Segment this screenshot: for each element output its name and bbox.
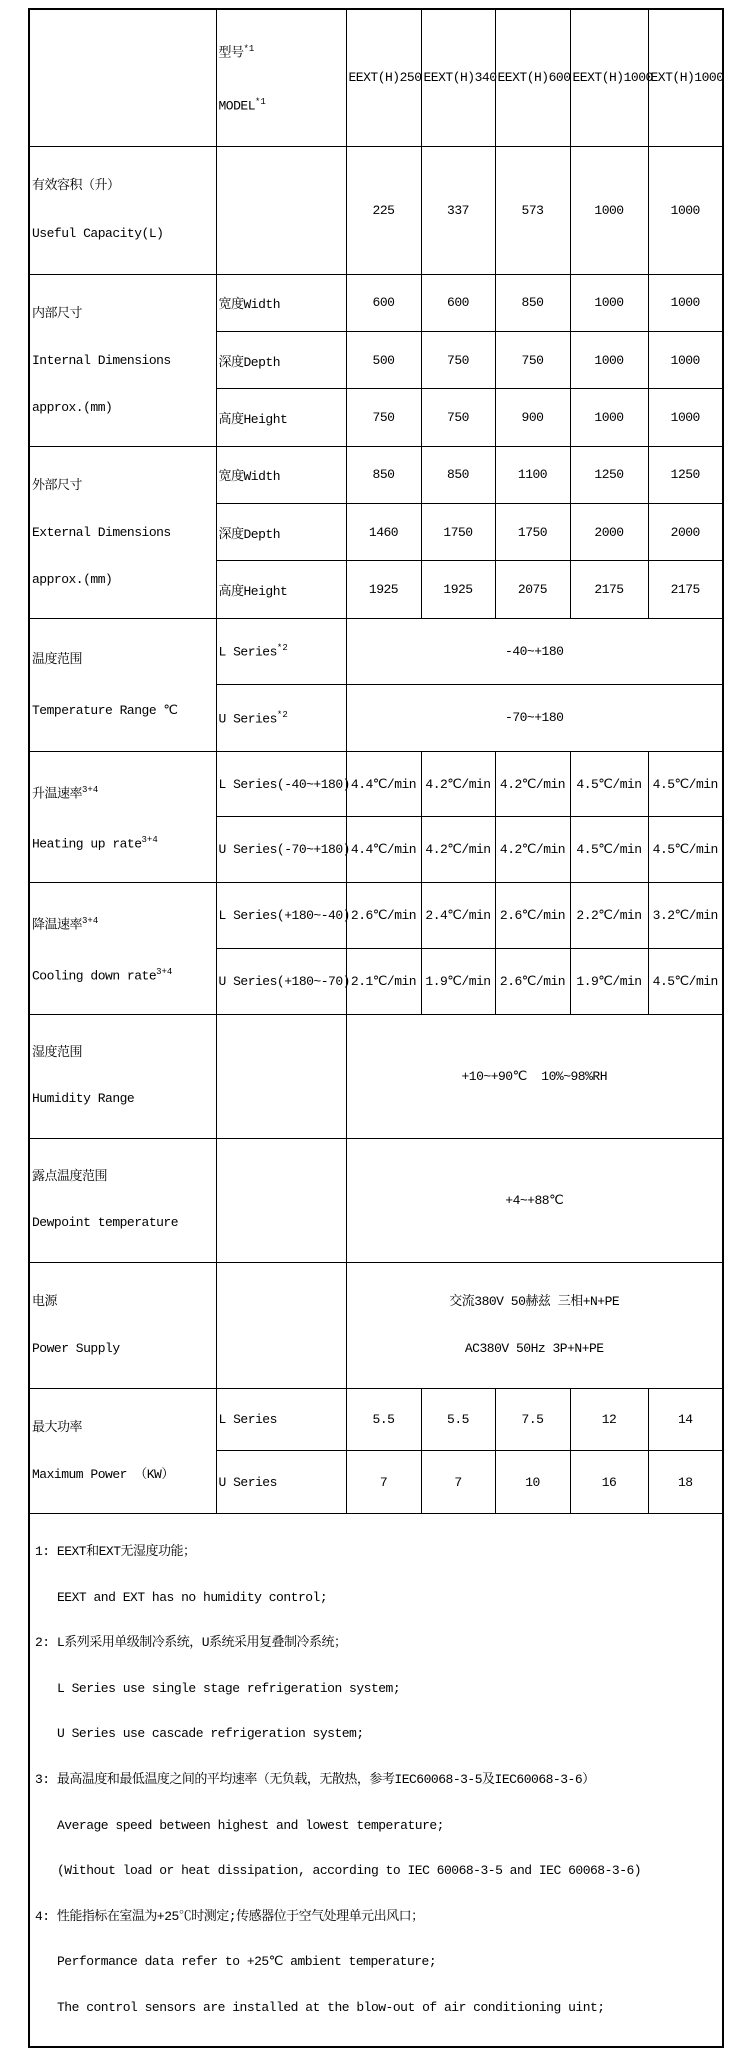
temp-range-value: -70~+180: [346, 685, 723, 752]
footnote-line: (Without load or heat dissipation, according to IEC 60068-3-5 and IEC 60068-3-6): [57, 1863, 642, 1879]
footnote-line: 1: EEXT和EXT无湿度功能；: [35, 1543, 196, 1559]
series-row-label: L Series$^{*2}$: [216, 618, 346, 685]
dim-value: 750: [421, 389, 495, 446]
dim-value: 2000: [570, 503, 648, 560]
dim-row-label: 深度Depth: [216, 503, 346, 560]
capacity-value: 225: [346, 146, 421, 274]
dim-value: 1925: [346, 561, 421, 618]
rate-value: 4.2℃/min: [421, 751, 495, 817]
power-value: 7: [421, 1451, 495, 1514]
power-supply-value: [346, 1262, 723, 1388]
dim-value: 750: [495, 331, 570, 388]
series-row-label: L Series(+180~-40): [216, 883, 346, 949]
humidity-label-en: Humidity Range: [32, 1091, 135, 1107]
dim-value: 2000: [648, 503, 723, 560]
table-row-dewpoint: [29, 1138, 723, 1262]
dim-row-label: 宽度Width: [216, 274, 346, 331]
temp-range-label-zh: 温度范围: [32, 651, 83, 667]
dim-value: 1000: [570, 331, 648, 388]
dim-value: 1000: [570, 389, 648, 446]
series-row-label: U Series$^{*2}$: [216, 685, 346, 752]
dim-value: 750: [346, 389, 421, 446]
temp-range-label-cell: [29, 618, 216, 751]
table-row-footnotes: [29, 1513, 723, 2046]
dim-value: 2075: [495, 561, 570, 618]
dim-value: 1925: [421, 561, 495, 618]
capacity-value: 337: [421, 146, 495, 274]
dim-value: 600: [421, 274, 495, 331]
rate-value: 2.4℃/min: [421, 883, 495, 949]
dewpoint-label-cell: [29, 1138, 216, 1262]
dim-value: 900: [495, 389, 570, 446]
dim-value: 750: [421, 331, 495, 388]
capacity-value: 1000: [648, 146, 723, 274]
dim-value: 2175: [648, 561, 723, 618]
footnote-ref: *1: [243, 44, 255, 54]
rate-value: 4.5℃/min: [648, 817, 723, 883]
footnote-line: 3: 最高温度和最低温度之间的平均速率（无负载，无散热，参考IEC60068-3-5及IEC60068-3-6）: [35, 1771, 595, 1787]
dim-value: 1100: [495, 446, 570, 503]
humidity-label-cell: [29, 1014, 216, 1138]
power-value: 12: [570, 1388, 648, 1451]
dim-value: 1460: [346, 503, 421, 560]
cooling-label-en: Cooling down rate$^{3+4}$: [32, 966, 173, 983]
heating-label-zh: 升温速率$^{3+4}$: [32, 784, 99, 801]
table-row-temp-l: [29, 618, 723, 685]
power-value: 5.5: [421, 1388, 495, 1451]
rate-value: 4.5℃/min: [570, 817, 648, 883]
model-col-header: EEXT(H)600: [495, 9, 570, 146]
rate-value: 1.9℃/min: [570, 949, 648, 1015]
footnote-ref: 3+4: [156, 966, 173, 977]
rate-value: 4.4℃/min: [346, 817, 421, 883]
dim-value: 1000: [648, 389, 723, 446]
power-supply-label-zh: 电源: [32, 1293, 58, 1309]
dim-value: 850: [421, 446, 495, 503]
dim-value: 1750: [421, 503, 495, 560]
rate-value: 4.5℃/min: [648, 949, 723, 1015]
rate-value: 1.9℃/min: [421, 949, 495, 1015]
rate-value: 4.4℃/min: [346, 751, 421, 817]
empty-cell: [216, 146, 346, 274]
dim-value: 2175: [570, 561, 648, 618]
max-power-label-en: Maximum Power （KW）: [32, 1466, 174, 1482]
dim-value: 600: [346, 274, 421, 331]
table-row-capacity: [29, 146, 723, 274]
humidity-label-zh: 湿度范围: [32, 1044, 83, 1060]
table-row-power-supply: [29, 1262, 723, 1388]
power-value: 7: [346, 1451, 421, 1514]
power-supply-value-zh: 交流380V 50赫兹 三相+N+PE: [449, 1293, 620, 1309]
dim-value: 1000: [570, 274, 648, 331]
power-supply-label-en: Power Supply: [32, 1341, 120, 1357]
table-row-internal-width: [29, 274, 723, 331]
power-value: 7.5: [495, 1388, 570, 1451]
footnote-line: L Series use single stage refrigeration system;: [57, 1680, 401, 1696]
power-value: 14: [648, 1388, 723, 1451]
power-value: 18: [648, 1451, 723, 1514]
model-col-header: EXT(H)1000: [648, 9, 723, 146]
internal-dims-label-cell: [29, 274, 216, 446]
footnote-line: 4: 性能指标在室温为+25℃时测定;传感器位于空气处理单元出风口；: [35, 1908, 424, 1924]
dim-value: 1000: [648, 274, 723, 331]
series-row-label: U Series(-70~+180): [216, 817, 346, 883]
temp-range-label-en: Temperature Range ℃: [32, 702, 178, 718]
rate-value: 3.2℃/min: [648, 883, 723, 949]
dim-value: 1250: [570, 446, 648, 503]
spec-table: [28, 8, 724, 2048]
table-row-maxpower-l: [29, 1388, 723, 1451]
footnote-ref: *2: [276, 643, 288, 654]
internal-label-zh: 内部尺寸: [32, 305, 83, 321]
model-header-cell: [216, 9, 346, 146]
capacity-value: 573: [495, 146, 570, 274]
external-dims-label-cell: [29, 446, 216, 618]
dim-row-label: 高度Height: [216, 389, 346, 446]
capacity-value: 1000: [570, 146, 648, 274]
table-row-header: [29, 9, 723, 146]
model-col-header: EEXT(H)250: [346, 9, 421, 146]
dewpoint-label-zh: 露点温度范围: [32, 1168, 108, 1184]
heating-label-en: Heating up rate$^{3+4}$: [32, 834, 158, 852]
table-row-cooling-l: [29, 883, 723, 949]
rate-value: 2.1℃/min: [346, 949, 421, 1015]
footnote-line: The control sensors are installed at the blow-out of air conditioning uint;: [57, 1999, 605, 2015]
series-row-label: U Series: [216, 1451, 346, 1514]
capacity-label-cell: [29, 146, 216, 274]
dim-value: 850: [346, 446, 421, 503]
power-value: 10: [495, 1451, 570, 1514]
corner-cell: [29, 9, 216, 146]
footnote-ref: 3+4: [82, 784, 99, 795]
temp-range-value: -40~+180: [346, 618, 723, 685]
table-row-external-width: [29, 446, 723, 503]
empty-cell: [216, 1262, 346, 1388]
cooling-rate-label-cell: [29, 883, 216, 1015]
capacity-label-en: Useful Capacity(L): [32, 226, 164, 242]
dim-row-label: 高度Height: [216, 561, 346, 618]
rate-value: 2.6℃/min: [346, 883, 421, 949]
power-value: 5.5: [346, 1388, 421, 1451]
external-label-approx: approx.(mm): [32, 571, 113, 587]
external-label-zh: 外部尺寸: [32, 477, 83, 493]
table-row-heating-l: [29, 751, 723, 817]
rate-value: 2.6℃/min: [495, 883, 570, 949]
power-supply-label-cell: [29, 1262, 216, 1388]
rate-value: 2.6℃/min: [495, 949, 570, 1015]
footnote-ref: *2: [276, 709, 288, 720]
footnote-line: Average speed between highest and lowest temperature;: [57, 1817, 444, 1833]
power-value: 16: [570, 1451, 648, 1514]
empty-cell: [216, 1014, 346, 1138]
dim-row-label: 深度Depth: [216, 331, 346, 388]
footnote-line: EEXT and EXT has no humidity control;: [57, 1589, 328, 1605]
model-label-zh: 型号$^{*1}$: [218, 44, 255, 61]
dim-value: 850: [495, 274, 570, 331]
spec-sheet: [28, 8, 724, 2048]
dim-value: 1250: [648, 446, 723, 503]
humidity-value: +10~+90℃ 10%~98%RH: [346, 1014, 723, 1138]
capacity-label-zh: 有效容积（升）: [32, 177, 120, 193]
power-supply-value-en: AC380V 50Hz 3P+N+PE: [464, 1341, 604, 1357]
footnote-ref: 3+4: [141, 834, 158, 845]
footnotes: [29, 1513, 723, 2046]
internal-label-approx: approx.(mm): [32, 399, 113, 415]
dim-value: 1750: [495, 503, 570, 560]
empty-cell: [216, 1138, 346, 1262]
series-row-label: L Series(-40~+180): [216, 751, 346, 817]
dewpoint-label-en: Dewpoint temperature: [32, 1215, 179, 1231]
heating-rate-label-cell: [29, 751, 216, 883]
footnote-line: Performance data refer to +25℃ ambient temperature;: [57, 1954, 437, 1970]
table-row-humidity: [29, 1014, 723, 1138]
rate-value: 2.2℃/min: [570, 883, 648, 949]
series-row-label: U Series(+180~-70): [216, 949, 346, 1015]
rate-value: 4.5℃/min: [648, 751, 723, 817]
series-row-label: L Series: [216, 1388, 346, 1451]
max-power-label-zh: 最大功率: [32, 1419, 83, 1435]
cooling-label-zh: 降温速率$^{3+4}$: [32, 916, 99, 933]
model-label-en: MODEL$^{*1}$: [218, 96, 266, 114]
dim-value: 1000: [648, 331, 723, 388]
rate-value: 4.2℃/min: [495, 817, 570, 883]
rate-value: 4.2℃/min: [421, 817, 495, 883]
rate-value: 4.5℃/min: [570, 751, 648, 817]
footnote-ref: 3+4: [82, 916, 99, 927]
footnote-line: U Series use cascade refrigeration system;: [57, 1726, 364, 1742]
max-power-label-cell: [29, 1388, 216, 1513]
model-col-header: EEXT(H)1000: [570, 9, 648, 146]
dim-row-label: 宽度Width: [216, 446, 346, 503]
internal-label-en: Internal Dimensions: [32, 352, 171, 368]
rate-value: 4.2℃/min: [495, 751, 570, 817]
model-col-header: EEXT(H)340: [421, 9, 495, 146]
dewpoint-value: +4~+88℃: [346, 1138, 723, 1262]
footnote-line: 2: L系列采用单级制冷系统，U系统采用复叠制冷系统；: [35, 1635, 347, 1651]
external-label-en: External Dimensions: [32, 524, 171, 540]
dim-value: 500: [346, 331, 421, 388]
footnote-ref: *1: [255, 96, 266, 107]
